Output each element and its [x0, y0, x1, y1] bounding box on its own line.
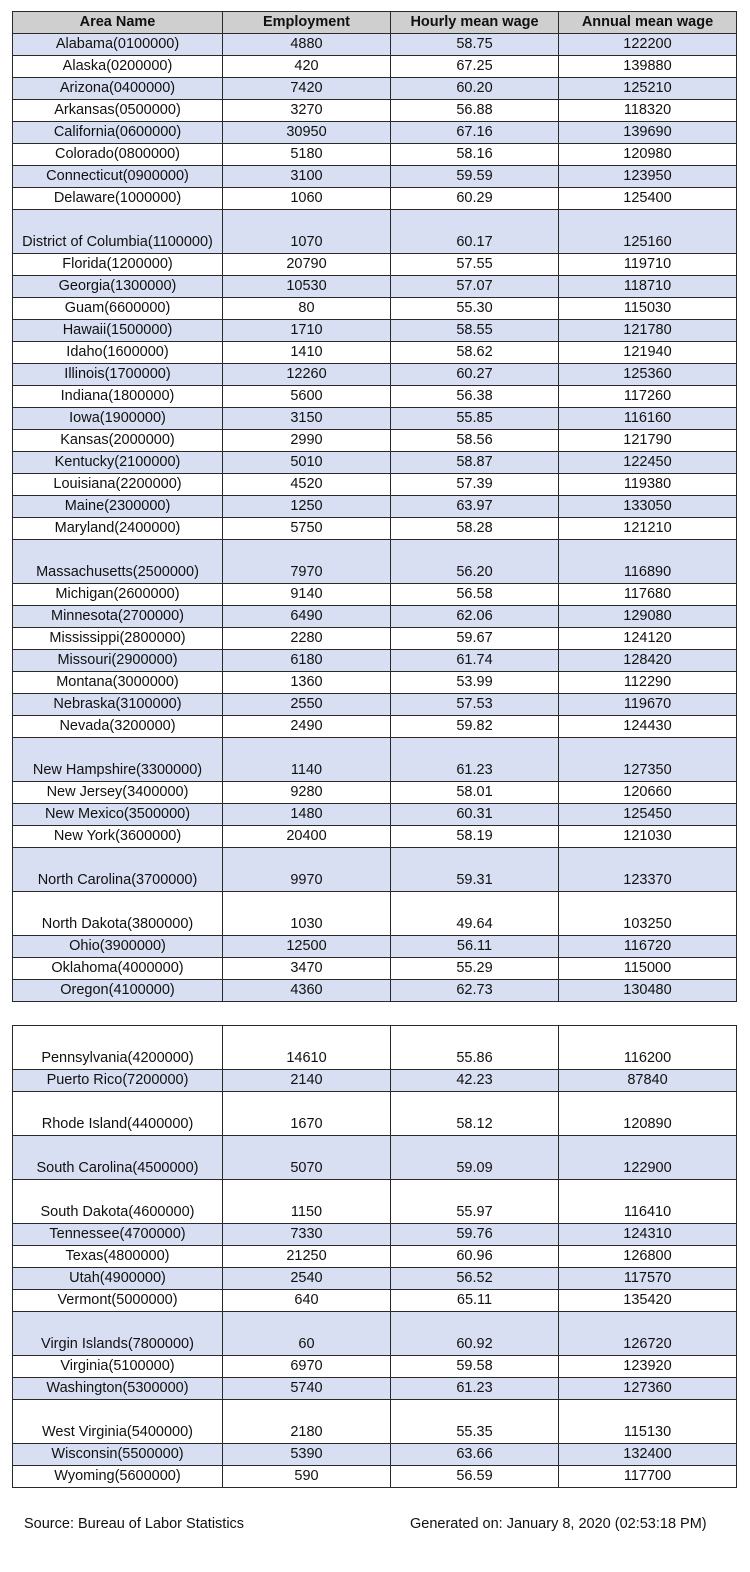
cell-hourly-mean-wage: 61.23	[391, 1378, 559, 1400]
cell-hourly-mean-wage: 63.97	[391, 496, 559, 518]
cell-area-name: Maine(2300000)	[13, 496, 223, 518]
table-row	[13, 1378, 737, 1400]
cell-annual-mean-wage: 124430	[559, 716, 737, 738]
table-row	[13, 1136, 737, 1180]
cell-employment: 1710	[223, 320, 391, 342]
cell-employment: 1140	[223, 738, 391, 782]
cell-hourly-mean-wage: 60.27	[391, 364, 559, 386]
cell-area-name: Alabama(0100000)	[13, 34, 223, 56]
cell-hourly-mean-wage: 60.29	[391, 188, 559, 210]
table-row	[13, 320, 737, 342]
cell-area-name: Mississippi(2800000)	[13, 628, 223, 650]
cell-annual-mean-wage: 119670	[559, 694, 737, 716]
cell-employment: 1030	[223, 892, 391, 936]
cell-area-name: Indiana(1800000)	[13, 386, 223, 408]
cell-employment: 9280	[223, 782, 391, 804]
cell-area-name: Guam(6600000)	[13, 298, 223, 320]
table-row	[13, 540, 737, 584]
cell-employment: 3150	[223, 408, 391, 430]
cell-hourly-mean-wage: 57.55	[391, 254, 559, 276]
cell-annual-mean-wage: 135420	[559, 1290, 737, 1312]
cell-annual-mean-wage: 139880	[559, 56, 737, 78]
cell-area-name: Delaware(1000000)	[13, 188, 223, 210]
cell-area-name: Hawaii(1500000)	[13, 320, 223, 342]
cell-hourly-mean-wage: 60.96	[391, 1246, 559, 1268]
table-row	[13, 958, 737, 980]
cell-hourly-mean-wage: 60.92	[391, 1312, 559, 1356]
cell-area-name: Kansas(2000000)	[13, 430, 223, 452]
cell-annual-mean-wage: 125400	[559, 188, 737, 210]
cell-hourly-mean-wage: 63.66	[391, 1444, 559, 1466]
cell-area-name: California(0600000)	[13, 122, 223, 144]
cell-hourly-mean-wage: 59.67	[391, 628, 559, 650]
cell-annual-mean-wage: 122450	[559, 452, 737, 474]
cell-annual-mean-wage: 115030	[559, 298, 737, 320]
cell-area-name: Connecticut(0900000)	[13, 166, 223, 188]
cell-area-name: Nebraska(3100000)	[13, 694, 223, 716]
cell-annual-mean-wage: 87840	[559, 1070, 737, 1092]
cell-area-name: Missouri(2900000)	[13, 650, 223, 672]
cell-area-name: Puerto Rico(7200000)	[13, 1070, 223, 1092]
cell-employment: 9970	[223, 848, 391, 892]
cell-hourly-mean-wage: 55.29	[391, 958, 559, 980]
cell-area-name: Oregon(4100000)	[13, 980, 223, 1002]
cell-hourly-mean-wage: 61.23	[391, 738, 559, 782]
cell-area-name: North Carolina(3700000)	[13, 848, 223, 892]
table-row	[13, 892, 737, 936]
cell-annual-mean-wage: 123370	[559, 848, 737, 892]
table-row	[13, 738, 737, 782]
table-row	[13, 298, 737, 320]
cell-area-name: Iowa(1900000)	[13, 408, 223, 430]
cell-hourly-mean-wage: 57.07	[391, 276, 559, 298]
cell-area-name: Ohio(3900000)	[13, 936, 223, 958]
cell-annual-mean-wage: 121210	[559, 518, 737, 540]
table-row	[13, 276, 737, 298]
cell-annual-mean-wage: 115130	[559, 1400, 737, 1444]
cell-area-name: West Virginia(5400000)	[13, 1400, 223, 1444]
cell-annual-mean-wage: 119710	[559, 254, 737, 276]
table-row	[13, 826, 737, 848]
cell-employment: 4880	[223, 34, 391, 56]
cell-area-name: New Hampshire(3300000)	[13, 738, 223, 782]
cell-hourly-mean-wage: 62.73	[391, 980, 559, 1002]
cell-employment: 5750	[223, 518, 391, 540]
cell-hourly-mean-wage: 59.82	[391, 716, 559, 738]
cell-employment: 2540	[223, 1268, 391, 1290]
cell-annual-mean-wage: 123920	[559, 1356, 737, 1378]
cell-employment: 7330	[223, 1224, 391, 1246]
table-body-part-2	[13, 1026, 737, 1488]
table-row	[13, 210, 737, 254]
cell-employment: 6490	[223, 606, 391, 628]
cell-area-name: Tennessee(4700000)	[13, 1224, 223, 1246]
table-row	[13, 254, 737, 276]
cell-employment: 9140	[223, 584, 391, 606]
table-row	[13, 628, 737, 650]
cell-area-name: Wisconsin(5500000)	[13, 1444, 223, 1466]
cell-employment: 3470	[223, 958, 391, 980]
cell-hourly-mean-wage: 56.20	[391, 540, 559, 584]
cell-employment: 1480	[223, 804, 391, 826]
cell-hourly-mean-wage: 42.23	[391, 1070, 559, 1092]
table-row	[13, 782, 737, 804]
table-row	[13, 100, 737, 122]
cell-annual-mean-wage: 125360	[559, 364, 737, 386]
table-row	[13, 342, 737, 364]
cell-hourly-mean-wage: 55.97	[391, 1180, 559, 1224]
cell-annual-mean-wage: 117260	[559, 386, 737, 408]
cell-hourly-mean-wage: 58.75	[391, 34, 559, 56]
cell-area-name: Virgin Islands(7800000)	[13, 1312, 223, 1356]
cell-hourly-mean-wage: 55.30	[391, 298, 559, 320]
cell-hourly-mean-wage: 60.31	[391, 804, 559, 826]
table-row	[13, 1444, 737, 1466]
cell-annual-mean-wage: 127360	[559, 1378, 737, 1400]
cell-hourly-mean-wage: 53.99	[391, 672, 559, 694]
cell-employment: 2990	[223, 430, 391, 452]
table-row	[13, 474, 737, 496]
cell-employment: 590	[223, 1466, 391, 1488]
cell-employment: 2550	[223, 694, 391, 716]
cell-area-name: Oklahoma(4000000)	[13, 958, 223, 980]
table-row	[13, 1312, 737, 1356]
table-row	[13, 716, 737, 738]
cell-annual-mean-wage: 116160	[559, 408, 737, 430]
table-row	[13, 1180, 737, 1224]
cell-hourly-mean-wage: 57.39	[391, 474, 559, 496]
table-row	[13, 78, 737, 100]
cell-hourly-mean-wage: 59.31	[391, 848, 559, 892]
cell-employment: 5070	[223, 1136, 391, 1180]
cell-employment: 30950	[223, 122, 391, 144]
cell-employment: 1070	[223, 210, 391, 254]
cell-employment: 10530	[223, 276, 391, 298]
cell-annual-mean-wage: 121790	[559, 430, 737, 452]
table-row	[13, 804, 737, 826]
cell-annual-mean-wage: 120660	[559, 782, 737, 804]
table-header-row	[13, 12, 737, 34]
cell-hourly-mean-wage: 55.86	[391, 1026, 559, 1070]
table-row	[13, 584, 737, 606]
table-row	[13, 672, 737, 694]
table-row	[13, 144, 737, 166]
cell-annual-mean-wage: 126720	[559, 1312, 737, 1356]
table-row	[13, 408, 737, 430]
table-row	[13, 496, 737, 518]
table-row	[13, 1400, 737, 1444]
cell-annual-mean-wage: 116410	[559, 1180, 737, 1224]
cell-annual-mean-wage: 122900	[559, 1136, 737, 1180]
cell-area-name: Rhode Island(4400000)	[13, 1092, 223, 1136]
cell-employment: 7420	[223, 78, 391, 100]
cell-annual-mean-wage: 116890	[559, 540, 737, 584]
cell-hourly-mean-wage: 58.19	[391, 826, 559, 848]
cell-employment: 20790	[223, 254, 391, 276]
cell-area-name: Pennsylvania(4200000)	[13, 1026, 223, 1070]
table-row	[13, 1092, 737, 1136]
table-body-part-1	[13, 34, 737, 1002]
cell-employment: 5390	[223, 1444, 391, 1466]
cell-annual-mean-wage: 118710	[559, 276, 737, 298]
cell-area-name: Maryland(2400000)	[13, 518, 223, 540]
cell-annual-mean-wage: 124120	[559, 628, 737, 650]
cell-employment: 2280	[223, 628, 391, 650]
table-row	[13, 1356, 737, 1378]
table-row	[13, 980, 737, 1002]
cell-hourly-mean-wage: 58.62	[391, 342, 559, 364]
generated-timestamp: Generated on: January 8, 2020 (02:53:18 PM)	[410, 1516, 707, 1532]
cell-area-name: South Carolina(4500000)	[13, 1136, 223, 1180]
cell-hourly-mean-wage: 59.76	[391, 1224, 559, 1246]
cell-employment: 3270	[223, 100, 391, 122]
cell-hourly-mean-wage: 56.11	[391, 936, 559, 958]
table-row	[13, 650, 737, 672]
table-row	[13, 122, 737, 144]
cell-employment: 3100	[223, 166, 391, 188]
cell-annual-mean-wage: 133050	[559, 496, 737, 518]
cell-area-name: Georgia(1300000)	[13, 276, 223, 298]
cell-area-name: Alaska(0200000)	[13, 56, 223, 78]
cell-employment: 12260	[223, 364, 391, 386]
table-row	[13, 936, 737, 958]
cell-area-name: New York(3600000)	[13, 826, 223, 848]
cell-employment: 6970	[223, 1356, 391, 1378]
cell-employment: 2140	[223, 1070, 391, 1092]
cell-hourly-mean-wage: 57.53	[391, 694, 559, 716]
table-row	[13, 518, 737, 540]
cell-area-name: South Dakota(4600000)	[13, 1180, 223, 1224]
cell-hourly-mean-wage: 60.20	[391, 78, 559, 100]
cell-area-name: Vermont(5000000)	[13, 1290, 223, 1312]
cell-employment: 5600	[223, 386, 391, 408]
cell-employment: 5740	[223, 1378, 391, 1400]
cell-annual-mean-wage: 128420	[559, 650, 737, 672]
cell-area-name: Florida(1200000)	[13, 254, 223, 276]
table-row	[13, 1466, 737, 1488]
cell-annual-mean-wage: 120890	[559, 1092, 737, 1136]
table-row	[13, 1026, 737, 1070]
cell-area-name: Washington(5300000)	[13, 1378, 223, 1400]
cell-employment: 4520	[223, 474, 391, 496]
cell-annual-mean-wage: 103250	[559, 892, 737, 936]
cell-hourly-mean-wage: 49.64	[391, 892, 559, 936]
cell-employment: 5010	[223, 452, 391, 474]
cell-hourly-mean-wage: 58.87	[391, 452, 559, 474]
cell-employment: 2490	[223, 716, 391, 738]
cell-annual-mean-wage: 116720	[559, 936, 737, 958]
cell-hourly-mean-wage: 56.58	[391, 584, 559, 606]
cell-hourly-mean-wage: 56.52	[391, 1268, 559, 1290]
cell-annual-mean-wage: 122200	[559, 34, 737, 56]
cell-area-name: Texas(4800000)	[13, 1246, 223, 1268]
table-row	[13, 452, 737, 474]
cell-annual-mean-wage: 125450	[559, 804, 737, 826]
cell-hourly-mean-wage: 55.85	[391, 408, 559, 430]
cell-annual-mean-wage: 132400	[559, 1444, 737, 1466]
table-row	[13, 1268, 737, 1290]
cell-hourly-mean-wage: 58.01	[391, 782, 559, 804]
cell-hourly-mean-wage: 56.88	[391, 100, 559, 122]
cell-hourly-mean-wage: 56.38	[391, 386, 559, 408]
cell-employment: 1060	[223, 188, 391, 210]
cell-annual-mean-wage: 121780	[559, 320, 737, 342]
table-row	[13, 1070, 737, 1092]
cell-annual-mean-wage: 127350	[559, 738, 737, 782]
table-row	[13, 188, 737, 210]
cell-annual-mean-wage: 118320	[559, 100, 737, 122]
cell-annual-mean-wage: 117680	[559, 584, 737, 606]
cell-annual-mean-wage: 139690	[559, 122, 737, 144]
cell-annual-mean-wage: 117570	[559, 1268, 737, 1290]
cell-hourly-mean-wage: 65.11	[391, 1290, 559, 1312]
cell-annual-mean-wage: 123950	[559, 166, 737, 188]
table-row	[13, 56, 737, 78]
cell-employment: 12500	[223, 936, 391, 958]
cell-area-name: Virginia(5100000)	[13, 1356, 223, 1378]
cell-hourly-mean-wage: 58.28	[391, 518, 559, 540]
cell-employment: 4360	[223, 980, 391, 1002]
cell-area-name: Massachusetts(2500000)	[13, 540, 223, 584]
cell-employment: 1250	[223, 496, 391, 518]
cell-annual-mean-wage: 120980	[559, 144, 737, 166]
cell-annual-mean-wage: 112290	[559, 672, 737, 694]
cell-area-name: Utah(4900000)	[13, 1268, 223, 1290]
table-row	[13, 606, 737, 628]
cell-area-name: New Jersey(3400000)	[13, 782, 223, 804]
cell-employment: 420	[223, 56, 391, 78]
cell-employment: 21250	[223, 1246, 391, 1268]
table-row	[13, 364, 737, 386]
cell-employment: 1670	[223, 1092, 391, 1136]
table-row	[13, 694, 737, 716]
cell-hourly-mean-wage: 67.16	[391, 122, 559, 144]
cell-hourly-mean-wage: 60.17	[391, 210, 559, 254]
cell-hourly-mean-wage: 62.06	[391, 606, 559, 628]
cell-area-name: Louisiana(2200000)	[13, 474, 223, 496]
cell-annual-mean-wage: 124310	[559, 1224, 737, 1246]
cell-area-name: Arizona(0400000)	[13, 78, 223, 100]
table-row	[13, 1224, 737, 1246]
cell-hourly-mean-wage: 61.74	[391, 650, 559, 672]
cell-annual-mean-wage: 117700	[559, 1466, 737, 1488]
cell-annual-mean-wage: 125160	[559, 210, 737, 254]
cell-employment: 1150	[223, 1180, 391, 1224]
cell-hourly-mean-wage: 59.58	[391, 1356, 559, 1378]
cell-employment: 7970	[223, 540, 391, 584]
table-row	[13, 34, 737, 56]
cell-annual-mean-wage: 129080	[559, 606, 737, 628]
cell-employment: 80	[223, 298, 391, 320]
table-row	[13, 386, 737, 408]
header-hourly-mean-wage: Hourly mean wage	[391, 12, 559, 34]
cell-annual-mean-wage: 119380	[559, 474, 737, 496]
cell-area-name: Michigan(2600000)	[13, 584, 223, 606]
cell-hourly-mean-wage: 67.25	[391, 56, 559, 78]
cell-area-name: Nevada(3200000)	[13, 716, 223, 738]
table-row	[13, 166, 737, 188]
cell-employment: 2180	[223, 1400, 391, 1444]
cell-employment: 60	[223, 1312, 391, 1356]
cell-annual-mean-wage: 130480	[559, 980, 737, 1002]
source-note: Source: Bureau of Labor Statistics	[24, 1516, 245, 1532]
cell-annual-mean-wage: 115000	[559, 958, 737, 980]
header-area-name: Area Name	[13, 12, 223, 34]
cell-employment: 1360	[223, 672, 391, 694]
cell-hourly-mean-wage: 58.55	[391, 320, 559, 342]
cell-employment: 640	[223, 1290, 391, 1312]
table-row	[13, 430, 737, 452]
cell-area-name: Minnesota(2700000)	[13, 606, 223, 628]
cell-annual-mean-wage: 126800	[559, 1246, 737, 1268]
cell-hourly-mean-wage: 55.35	[391, 1400, 559, 1444]
table-row	[13, 848, 737, 892]
cell-employment: 14610	[223, 1026, 391, 1070]
cell-annual-mean-wage: 121940	[559, 342, 737, 364]
cell-employment: 1410	[223, 342, 391, 364]
cell-area-name: Kentucky(2100000)	[13, 452, 223, 474]
cell-area-name: Wyoming(5600000)	[13, 1466, 223, 1488]
cell-employment: 6180	[223, 650, 391, 672]
header-employment: Employment	[223, 12, 391, 34]
wage-table-part-1	[12, 11, 737, 1002]
cell-hourly-mean-wage: 56.59	[391, 1466, 559, 1488]
cell-annual-mean-wage: 116200	[559, 1026, 737, 1070]
cell-hourly-mean-wage: 59.59	[391, 166, 559, 188]
cell-area-name: Montana(3000000)	[13, 672, 223, 694]
cell-hourly-mean-wage: 58.56	[391, 430, 559, 452]
cell-hourly-mean-wage: 58.12	[391, 1092, 559, 1136]
cell-employment: 20400	[223, 826, 391, 848]
cell-area-name: New Mexico(3500000)	[13, 804, 223, 826]
cell-hourly-mean-wage: 59.09	[391, 1136, 559, 1180]
cell-area-name: Colorado(0800000)	[13, 144, 223, 166]
cell-area-name: Idaho(1600000)	[13, 342, 223, 364]
cell-area-name: Arkansas(0500000)	[13, 100, 223, 122]
cell-area-name: North Dakota(3800000)	[13, 892, 223, 936]
cell-hourly-mean-wage: 58.16	[391, 144, 559, 166]
cell-area-name: Illinois(1700000)	[13, 364, 223, 386]
cell-employment: 5180	[223, 144, 391, 166]
header-annual-mean-wage: Annual mean wage	[559, 12, 737, 34]
cell-annual-mean-wage: 125210	[559, 78, 737, 100]
wage-table-part-2	[12, 1025, 737, 1488]
table-row	[13, 1246, 737, 1268]
cell-annual-mean-wage: 121030	[559, 826, 737, 848]
cell-area-name: District of Columbia(1100000)	[13, 210, 223, 254]
table-row	[13, 1290, 737, 1312]
